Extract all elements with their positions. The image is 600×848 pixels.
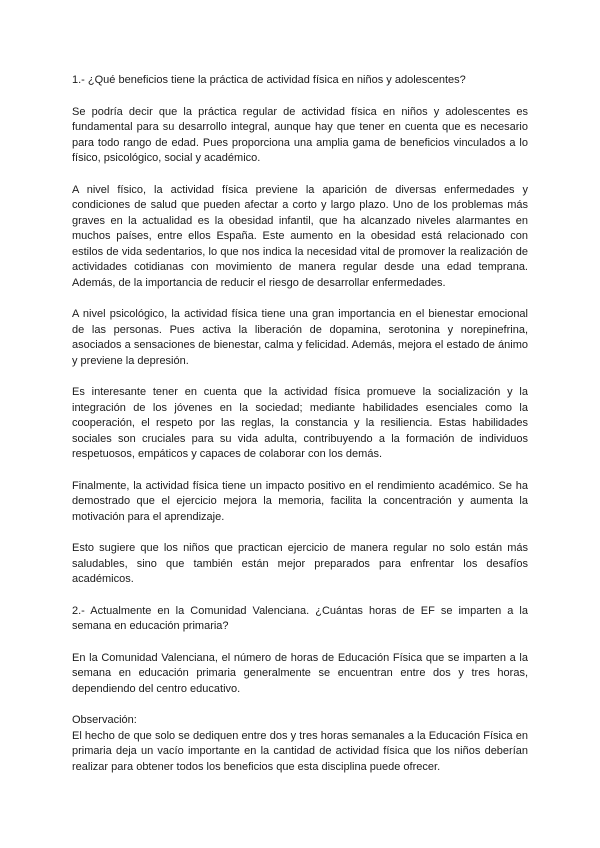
- question-2: 2.- Actualmente en la Comunidad Valenciana. ¿Cuántas horas de EF se imparten a la semana en educación primaria?: [72, 604, 528, 632]
- observation-text: El hecho de que solo se dediquen entre dos y tres horas semanales a la Educación Física en primaria deja un vacío importante en la cantidad de actividad física que los niños deberían realizar para obtener todos los beneficios que esta disciplina puede ofrecer.: [72, 729, 528, 773]
- paragraph-psychological: A nivel psicológico, la actividad física tiene una gran importancia en el bienestar emocional de las personas. Pues activa la liberación de dopamina, serotonina y norepinefrina, asociados a sensaciones de bienestar, calma y felicidad. Además, mejora el estado de ánimo y previene la depresión.: [72, 308, 528, 367]
- paragraph-conclusion: Esto sugiere que los niños que practican ejercicio de manera regular no solo están más saludables, sino que también están mejor preparados para enfrentar los desafíos académicos.: [72, 542, 528, 585]
- paragraph-academic: Finalmente, la actividad física tiene un impacto positivo en el rendimiento académico. Se ha demostrado que el ejercicio mejora la memoria, facilita la concentración y aumenta la motivación para el aprendizaje.: [72, 479, 528, 523]
- observation-label: Observación:: [72, 714, 137, 726]
- paragraph-social: Es interesante tener en cuenta que la actividad física promueve la socialización y la integración de los jóvenes en la sociedad; mediante habilidades esenciales como la cooperación, el respeto por las reglas, la constancia y la resiliencia. Estas habilidades sociales son cruciales para su vida adulta, contribuyendo a la formación de individuos respetuosos, empáticos y capaces de colaborar con los demás.: [72, 386, 528, 460]
- paragraph-physical: A nivel físico, la actividad física previene la aparición de diversas enfermedades y condiciones de salud que pueden afectar a corto y largo plazo. Uno de los problemas más graves en la actualidad es la obesidad infantil, que ha alcanzado niveles alarmantes en muchos países, entre ellos España. Este aumento en la obesidad está relacionado con estilos de vida sedentarios, lo que nos indica la necesidad vital de promover la realización de actividades cotidianas con movimiento de manera regular desde una edad temprana. Además, de la importancia de reducir el riesgo de desarrollar enfermedades.: [72, 183, 528, 289]
- paragraph-hours: En la Comunidad Valenciana, el número de horas de Educación Física que se imparten a la semana en educación primaria generalmente se encuentran entre dos y tres horas, dependiendo del centro educativo.: [72, 651, 528, 695]
- paragraph-intro: Se podría decir que la práctica regular de actividad física en niños y adolescentes es fundamental para su desarrollo integral, aunque hay que tener en cuenta que es necesario para todo rango de edad. Pues proporciona una amplia gama de beneficios vinculados a lo físico, psicológico, social y académico.: [72, 105, 528, 164]
- question-1: 1.- ¿Qué beneficios tiene la práctica de actividad física en niños y adolescentes?: [72, 74, 466, 86]
- observation-block: [72, 713, 528, 775]
